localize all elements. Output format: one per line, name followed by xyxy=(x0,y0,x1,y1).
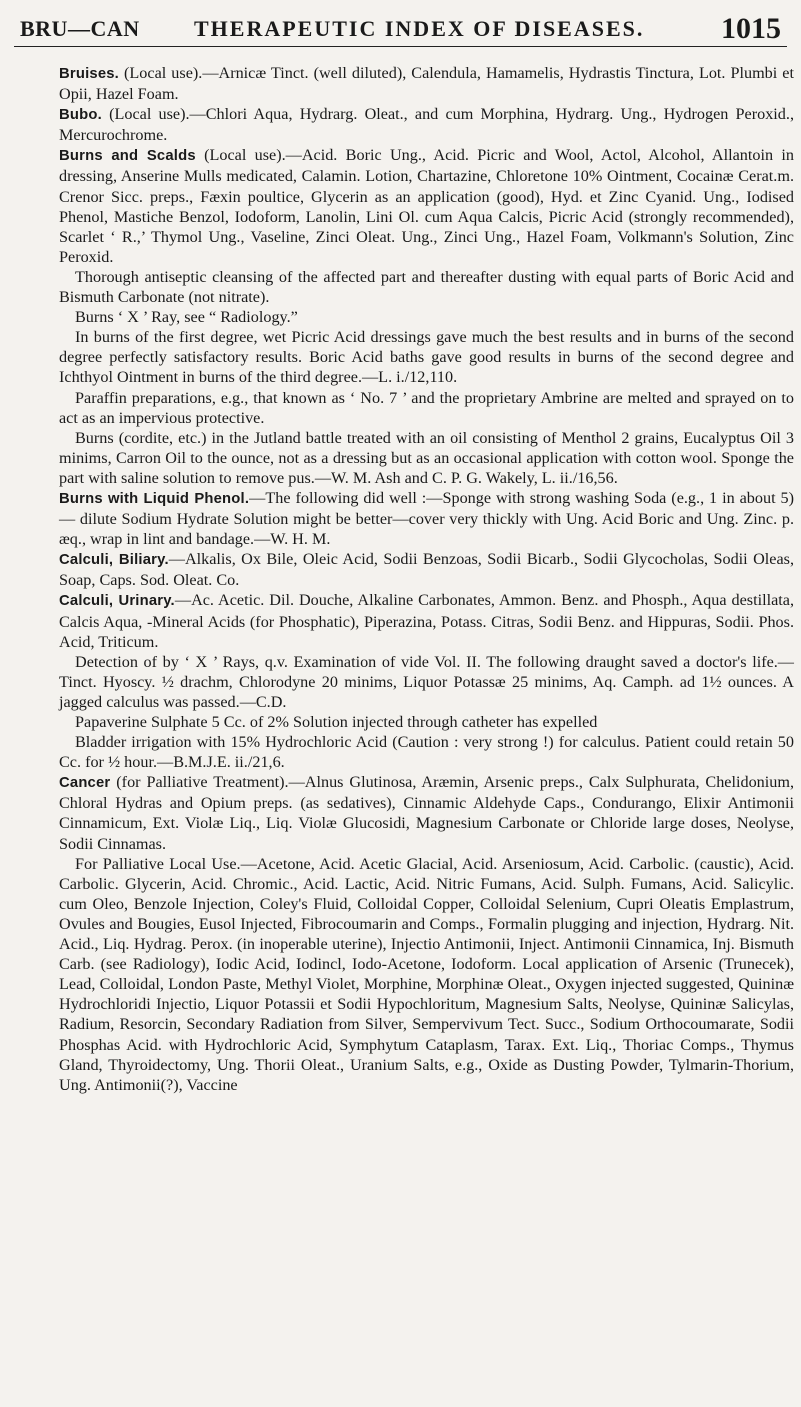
paragraph: Bladder irrigation with 15% Hydrochloric Acid (Caution : very strong !) for calculus. Patient could retain 50 Cc. for ½ hour.—B.M.J.E. ii./21,6. xyxy=(59,733,794,772)
entry-text: —The following did well :—Sponge with strong washing Soda (e.g., 1 in about 5)— dilute Sodium Hydrate Solution might be better—cover very thickly with Ung. Acid Boric and Ung. Zinc. p. æq., wrap in lint and bandage.—W. H. M. xyxy=(59,488,795,549)
header-title: THERAPEUTIC INDEX OF DISEASES. xyxy=(194,16,645,41)
entry-calculi-urinary xyxy=(59,590,794,651)
entry-text: (Local use).—Chlori Aqua, Hydrarg. Oleat., and cum Morphina, Hydrarg. Ung., Hydrogen Peroxid., Mercurochrome. xyxy=(59,105,794,145)
entry-text: (Local use).—Acid. Boric Ung., Acid. Picric and Wool, Actol, Alcohol, Allantoin in dressing, Anserine Mulls medicated, Calamin. Lotion, Chartazine, Chloretone 10% Ointment, Cocainæ Cerat.m. Crenor Sicc. preps., Fæxin poultice, Glycerin as an application (good), Hyd. et Zinc Cyanid. Ung., Iodised Phenol, Mastiche Benzol, Iodoform, Lanolin, Lini Ol. cum Aqua Calcis, Picric Acid (strongly recommended), Scarlet ‘ R.,’ Thymol Ung., Vaseline, Zinci Oleat. Ung., Zinci Ung., Hazel Foam, Volkmann's Solution, Zinc Peroxid. xyxy=(59,146,794,266)
entry-cancer xyxy=(59,772,794,853)
running-header xyxy=(14,2,787,47)
index-body xyxy=(59,63,794,1095)
paragraph: In burns of the first degree, wet Picric Acid dressings gave much the best results and in burns of the second degree perfectly satisfactory results. Boric Acid baths gave good results in burns of the second degree and Ichthyol Ointment in burns of the third degree.—L. i./12,110. xyxy=(59,328,794,387)
entry-heading: Bubo. xyxy=(59,107,102,124)
paragraph: Papaverine Sulphate 5 Cc. of 2% Solution injected through catheter has expelled xyxy=(75,713,598,731)
paragraph: Thorough antiseptic cleansing of the affected part and thereafter dusting with equal parts of Boric Acid and Bismuth Carbonate (not nitrate). xyxy=(59,267,794,307)
paragraph: Burns (cordite, etc.) in the Jutland battle treated with an oil consisting of Menthol 2 grains, Eucalyptus Oil 3 minims, Carron Oil to the ounce, not as a dressing but as an occasional application with cotton wool. Sponge the part with saline solution to remove pus.—W. M. Ash and C. P. G. Wakely, L. ii./16,56. xyxy=(59,428,794,487)
entry-text: —Alkalis, Ox Bile, Oleic Acid, Sodii Benzoas, Sodii Bicarb., Sodii Glycocholas, Sodii Oleas, Soap, Caps. Sod. Oleat. Co. xyxy=(59,550,794,590)
entry-burns-scalds xyxy=(59,145,794,267)
entry-text: (Local use).—Arnicæ Tinct. (well diluted), Calendula, Hamamelis, Hydrastis Tinctura, Lot. Plumbi et Opii, Hazel Foam. xyxy=(59,64,794,104)
entry-text: (for Palliative Treatment).—Alnus Glutinosa, Aræmin, Arsenic preps., Calx Sulphurata, Chelidonium, Chloral Hydras and Opium preps. (as sedatives), Cinnamic Aldehyde Caps., Condurango, Elixir Antimonii Cinnamicum, Ext. Violæ Liq., Liq. Violæ Glucosidi, Magnesium Carbonate or Chloride large doses, Neolyse, Sodii Cinnamas. xyxy=(59,773,794,853)
entry-text: —Ac. Acetic. Dil. Douche, Alkaline Carbonates, Ammon. Benz. and Phosph., Aqua destillata, Calcis Aqua, -Mineral Acids (for Phosphatic), Piperazina, Potass. Citras, Sodii Benz. and Hippuras, Sodii. Phos. Acid, Triticum. xyxy=(59,591,794,651)
entry-heading: Bruises. xyxy=(59,66,119,82)
entry-heading: Cancer xyxy=(59,775,111,792)
paragraph: Paraffin preparations, e.g., that known as ‘ No. 7 ’ and the proprietary Ambrine are melted and sprayed on to act as an impervious protective. xyxy=(59,388,794,427)
entry-calculi-biliary xyxy=(59,549,794,590)
paragraph: Detection of by ‘ X ’ Rays, q.v. Examination of vide Vol. II. The following draught saved a doctor's life.—Tinct. Hyoscy. ½ drachm, Chlorodyne 20 minims, Liquor Potassæ 25 minims, Aq. Camph. ad 1½ ounces. A jagged calculus was passed.—C.D. xyxy=(59,652,794,711)
paragraph: For Palliative Local Use.—Acetone, Acid. Acetic Glacial, Acid. Arseniosum, Acid. Carbolic. (caustic), Acid. Carbolic. Glycerin, Acid. Chromic., Acid. Lactic, Acid. Nitric Fumans, Acid. Sulph. Fumans, Acid. Salicylic. cum Oleo, Benzole Injection, Coley's Fluid, Colloidal Copper, Colloidal Selenium, Cupri Oleatis Emplastrum, Ovules and Bougies, Eusol Injected, Fibrocoumarin and Comps., Formalin plugging and injection, Hydrarg. Nit. Acid., Liq. Hydrag. Perox. (in inoperable uterine), Injectio Antimonii, Inject. Antimonii Cinnamica, Inj. Bismuth Carb. (see Radiology), Iodic Acid, Iodincl, Iodo-Acetone, Iodoform. Local application of Arsenic (Trunecek), Lead, Colloidal, London Paste, Methyl Violet, Morphine, Morphinæ Oleat., Oxygen injected suggested, Quininæ Hydrochloridi Injectio, Liquor Potassii et Sodii Hypochloritum, Magnesium Salts, Neolyse, Quininæ Salicylas, Radium, Resorcin, Secondary Radiation from Silver, Sempervivum Tect. Succ., Sodium Orthocoumarate, Sodii Phosphas Acid. with Hydrochloric Acid, Symphytum Cataplasm, Tarax. Ext. Liq., Thoriac Comps., Thymus Gland, Thyroidectomy, Ung. Thorii Oleat., Uranium Salts, e.g., Oxide as Dusting Powder, Tylmarin-Thorium, Ung. Antimonii(?), Vaccine xyxy=(59,854,794,1094)
header-range: BRU—CAN xyxy=(20,16,140,41)
entry-bubo xyxy=(59,104,794,145)
entry-burns-phenol xyxy=(59,488,794,549)
entry-heading: Burns and Scalds xyxy=(59,148,196,165)
paragraph: Burns ‘ X ’ Ray, see “ Radiology.” xyxy=(75,308,298,327)
page-number: 1015 xyxy=(721,12,781,45)
entry-bruises xyxy=(59,63,794,104)
entry-heading: Calculi, Urinary. xyxy=(59,593,175,610)
entry-heading: Calculi, Biliary. xyxy=(59,552,169,569)
entry-heading: Burns with Liquid Phenol. xyxy=(59,490,250,507)
